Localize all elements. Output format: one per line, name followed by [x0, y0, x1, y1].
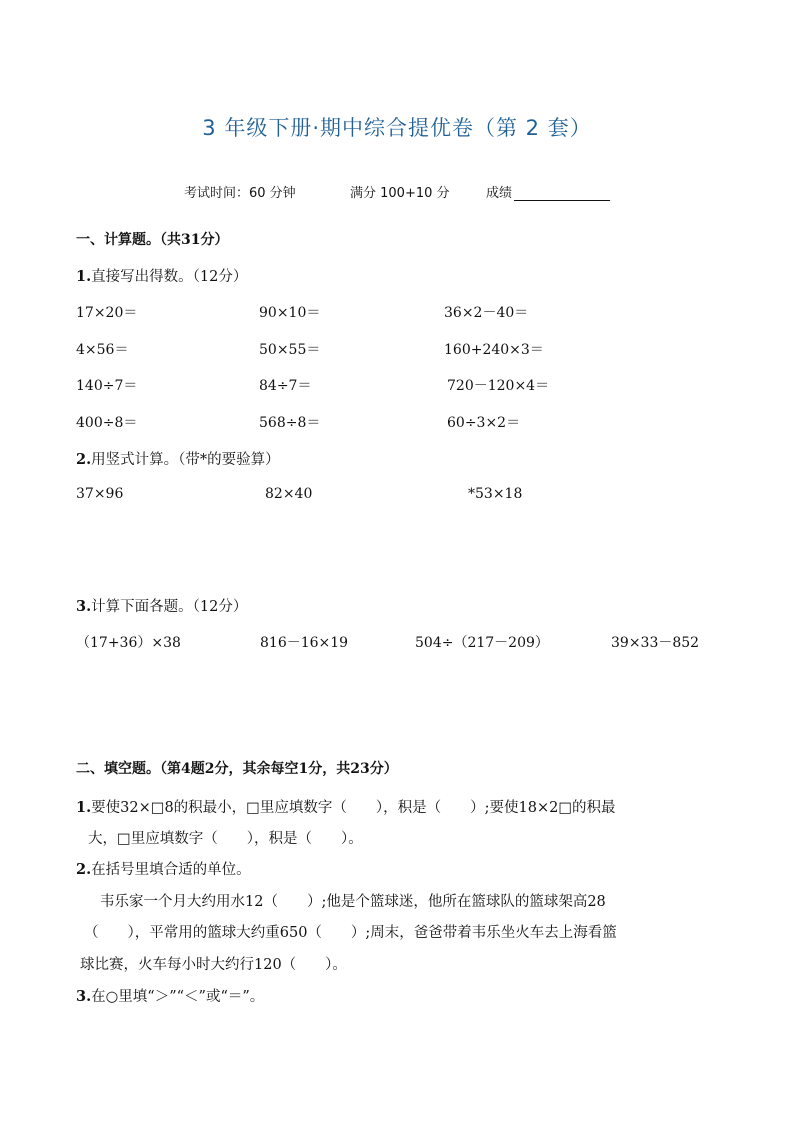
calc-item: 50×55＝ — [259, 342, 321, 358]
calc-item: 84÷7＝ — [259, 378, 312, 394]
section2-heading: 二、填空题。（第4题2分，其余每空1分，共23分） — [76, 761, 398, 777]
calc-item: 140÷7＝ — [76, 378, 138, 394]
result-field — [486, 182, 610, 201]
question-text: 计算下面各题。（12分） — [91, 599, 248, 615]
vertical-calc-item: 82×40 — [265, 486, 313, 502]
s2-question-1-line1 — [76, 796, 616, 817]
question-number: 2. — [76, 451, 92, 468]
question-text: 直接写出得数。（12分） — [91, 269, 248, 285]
page-title: 3 年级下册·期中综合提优卷（第 2 套） — [202, 116, 592, 140]
s2-question-2-line3: 球比赛，火车每小时大约行120（ ）。 — [80, 957, 347, 973]
calc-item: 17×20＝ — [76, 305, 138, 321]
s2-question-1-line2: 大，□里应填数字（ ），积是（ ）。 — [88, 831, 363, 847]
question-text: 在括号里填合适的单位。 — [91, 862, 251, 878]
question-text: 在○里填“＞”“＜”或“＝”。 — [91, 989, 265, 1005]
mixed-calc-item: 816－16×19 — [260, 635, 349, 651]
question-text: 用竖式计算。（带*的要验算） — [91, 452, 280, 468]
question-number: 2. — [76, 861, 92, 878]
calc-item: 568÷8＝ — [259, 415, 321, 431]
s2-question-2-line1: 韦乐家一个月大约用水12（ ）;他是个篮球迷，他所在篮球队的篮球架高28 — [100, 894, 606, 910]
mixed-calc-item: 504÷（217－209） — [415, 635, 549, 651]
question-number: 1. — [76, 268, 92, 285]
s1-question-3 — [76, 595, 247, 616]
question-number: 3. — [76, 598, 92, 615]
result-label: 成绩 — [486, 186, 513, 201]
calc-item: 60÷3×2＝ — [447, 415, 521, 431]
full-score: 满分 100+10 分 — [350, 186, 450, 201]
mixed-calc-item: 39×33－852 — [611, 635, 700, 651]
calc-item: 160+240×3＝ — [444, 342, 544, 358]
question-number: 3. — [76, 988, 92, 1005]
calc-item: 4×56＝ — [76, 342, 129, 358]
calc-item: 400÷8＝ — [76, 415, 138, 431]
calc-item: 90×10＝ — [259, 305, 321, 321]
s1-question-1 — [76, 265, 247, 286]
s2-question-3 — [76, 985, 264, 1006]
calc-item: 36×2－40＝ — [444, 305, 529, 321]
vertical-calc-item: 37×96 — [76, 486, 124, 502]
section1-heading: 一、计算题。（共31分） — [76, 232, 229, 248]
vertical-calc-item: *53×18 — [468, 486, 523, 502]
result-blank-line — [514, 186, 610, 201]
question-number: 1. — [76, 799, 92, 816]
question-text: 要使32×□8的积最小，□里应填数字（ ），积是（ ）;要使18×2□的积最 — [91, 800, 616, 816]
mixed-calc-item: （17+36）×38 — [76, 635, 181, 651]
exam-time: 考试时间：60 分钟 — [184, 186, 296, 201]
s1-question-2 — [76, 448, 280, 469]
s2-question-2-line2: （ ），平常用的篮球大约重650（ ）;周末，爸爸带着韦乐坐火车去上海看篮 — [84, 925, 617, 941]
calc-item: 720－120×4＝ — [447, 378, 550, 394]
s2-question-2 — [76, 858, 251, 879]
